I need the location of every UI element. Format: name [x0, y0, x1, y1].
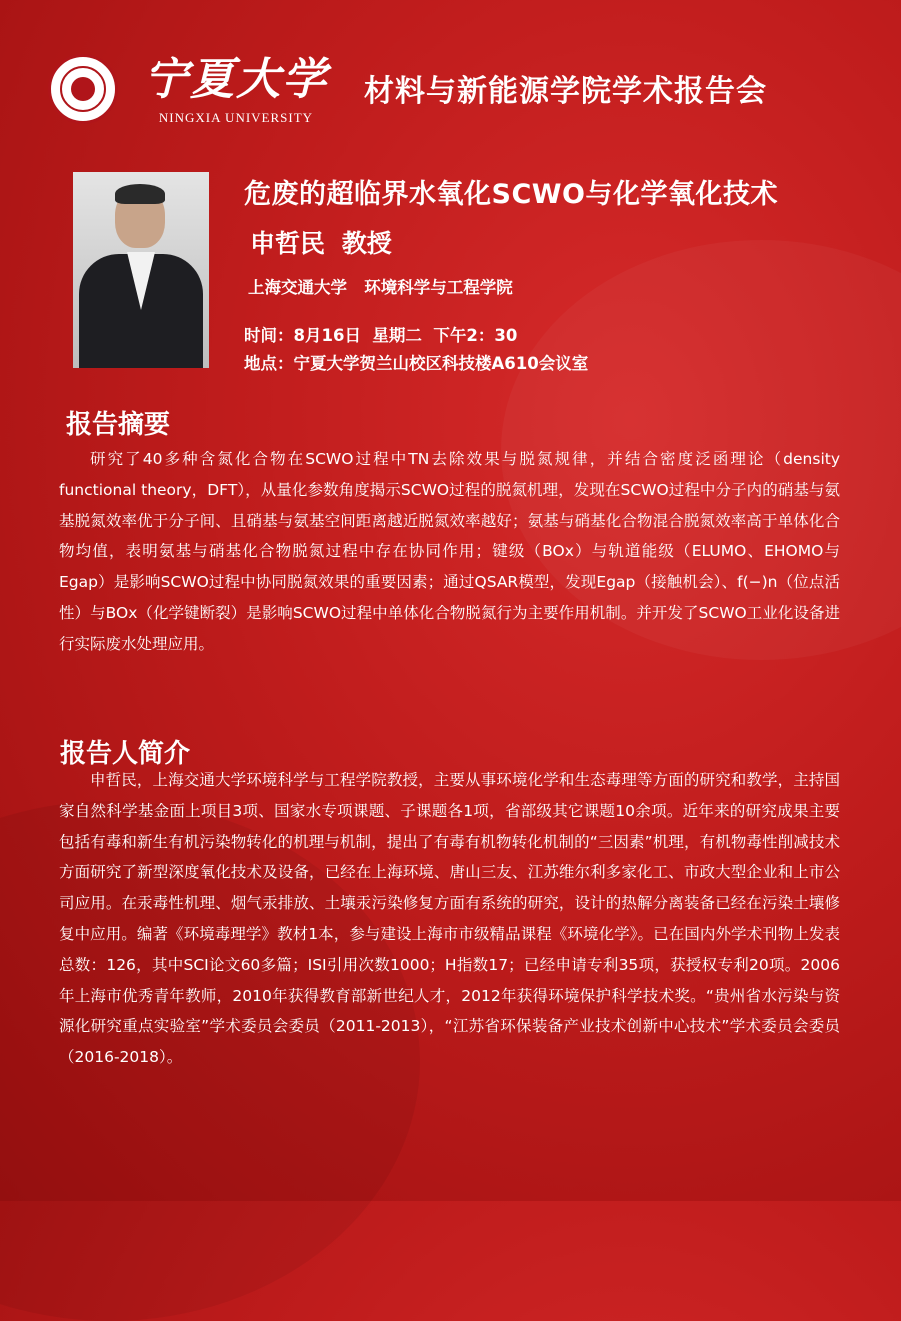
university-name-cn: 宁夏大学 — [144, 54, 328, 105]
event-title: 材料与新能源学院学术报告会 — [364, 74, 767, 109]
speaker-photo — [73, 172, 209, 368]
speaker-name: 申哲民 教授 — [250, 229, 392, 258]
bio-text: 申哲民，上海交通大学环境科学与工程学院教授，主要从事环境化学和生态毒理等方面的研究和教学，主持国家自然科学基金面上项目3项、国家水专项课题、子课题各1项，省部级其它课题10余项。近年来的研究成果主要包括有毒和新生有机污染物转化的机理与机制，提出了有毒有机物转化机制的“三因素”机理，有机物毒性削减技术方面研究了新型深度氧化技术及设备，已经在上海环境、唐山三友、江苏维尔利多家化工、市政大型企业和上市公司应用。在汞毒性机理、烟气汞排放、土壤汞污染修复方面有系统的研究，设计的热解分离装备已经在污染土壤修复中应用。编著《环境毒理学》教材1本，参与建设上海市市级精品课程《环境化学》。已在国内外学术刊物上发表总数：126，其中SCI论文60多篇；ISI引用次数1000；H指数17；已经申请专利35项，获授权专利20项。2006年上海市优秀青年教师，2010年获得教育部新世纪人才，2012年获得环境保护科学技术奖。“贵州省水污染与资源化研究重点实验室”学术委员会委员（2011-2013），“江苏省环保装备产业技术创新中心技术”学术委员会委员（2016-2018）。 — [59, 771, 840, 1067]
abstract-text: 研究了40多种含氮化合物在SCWO过程中TN去除效果与脱氮规律，并结合密度泛函理论（density functional theory，DFT），从量化参数角度揭示SCWO过程的脱氮机理，发现在SCWO过程中分子内的硝基与氨基脱氮效率优于分子间、且硝基与氨基空间距离越近脱氮效率越好；氨基与硝基化合物混合脱氮效率高于单体化合物均值，表明氨基与硝基化合物脱氮过程中存在协同作用；键级（BOx）与轨道能级（ELUMO、EHOMO与Egap）是影响SCWO过程中协同脱氮效果的重要因素；通过QSAR模型，发现Egap（接触机会）、f(−)n（位点活性）与BOx（化学键断裂）是影响SCWO过程中单体化合物脱氮行为主要作用机制。并开发了SCWO工业化设备进行实际废水处理应用。 — [59, 450, 840, 653]
bio-heading: 报告人简介 — [60, 739, 191, 769]
talk-location: 地点：宁夏大学贺兰山校区科技楼A610会议室 — [244, 354, 589, 373]
university-seal-icon — [48, 54, 118, 124]
header — [48, 52, 868, 132]
abstract-heading: 报告摘要 — [66, 410, 171, 440]
talk-time: 时间：8月16日 星期二 下午2：30 — [244, 326, 518, 345]
talk-title: 危废的超临界水氧化SCWO与化学氧化技术 — [244, 179, 778, 210]
speaker-affiliation: 上海交通大学 环境科学与工程学院 — [248, 278, 513, 297]
university-name-en: NINGXIA UNIVERSITY — [158, 110, 314, 125]
